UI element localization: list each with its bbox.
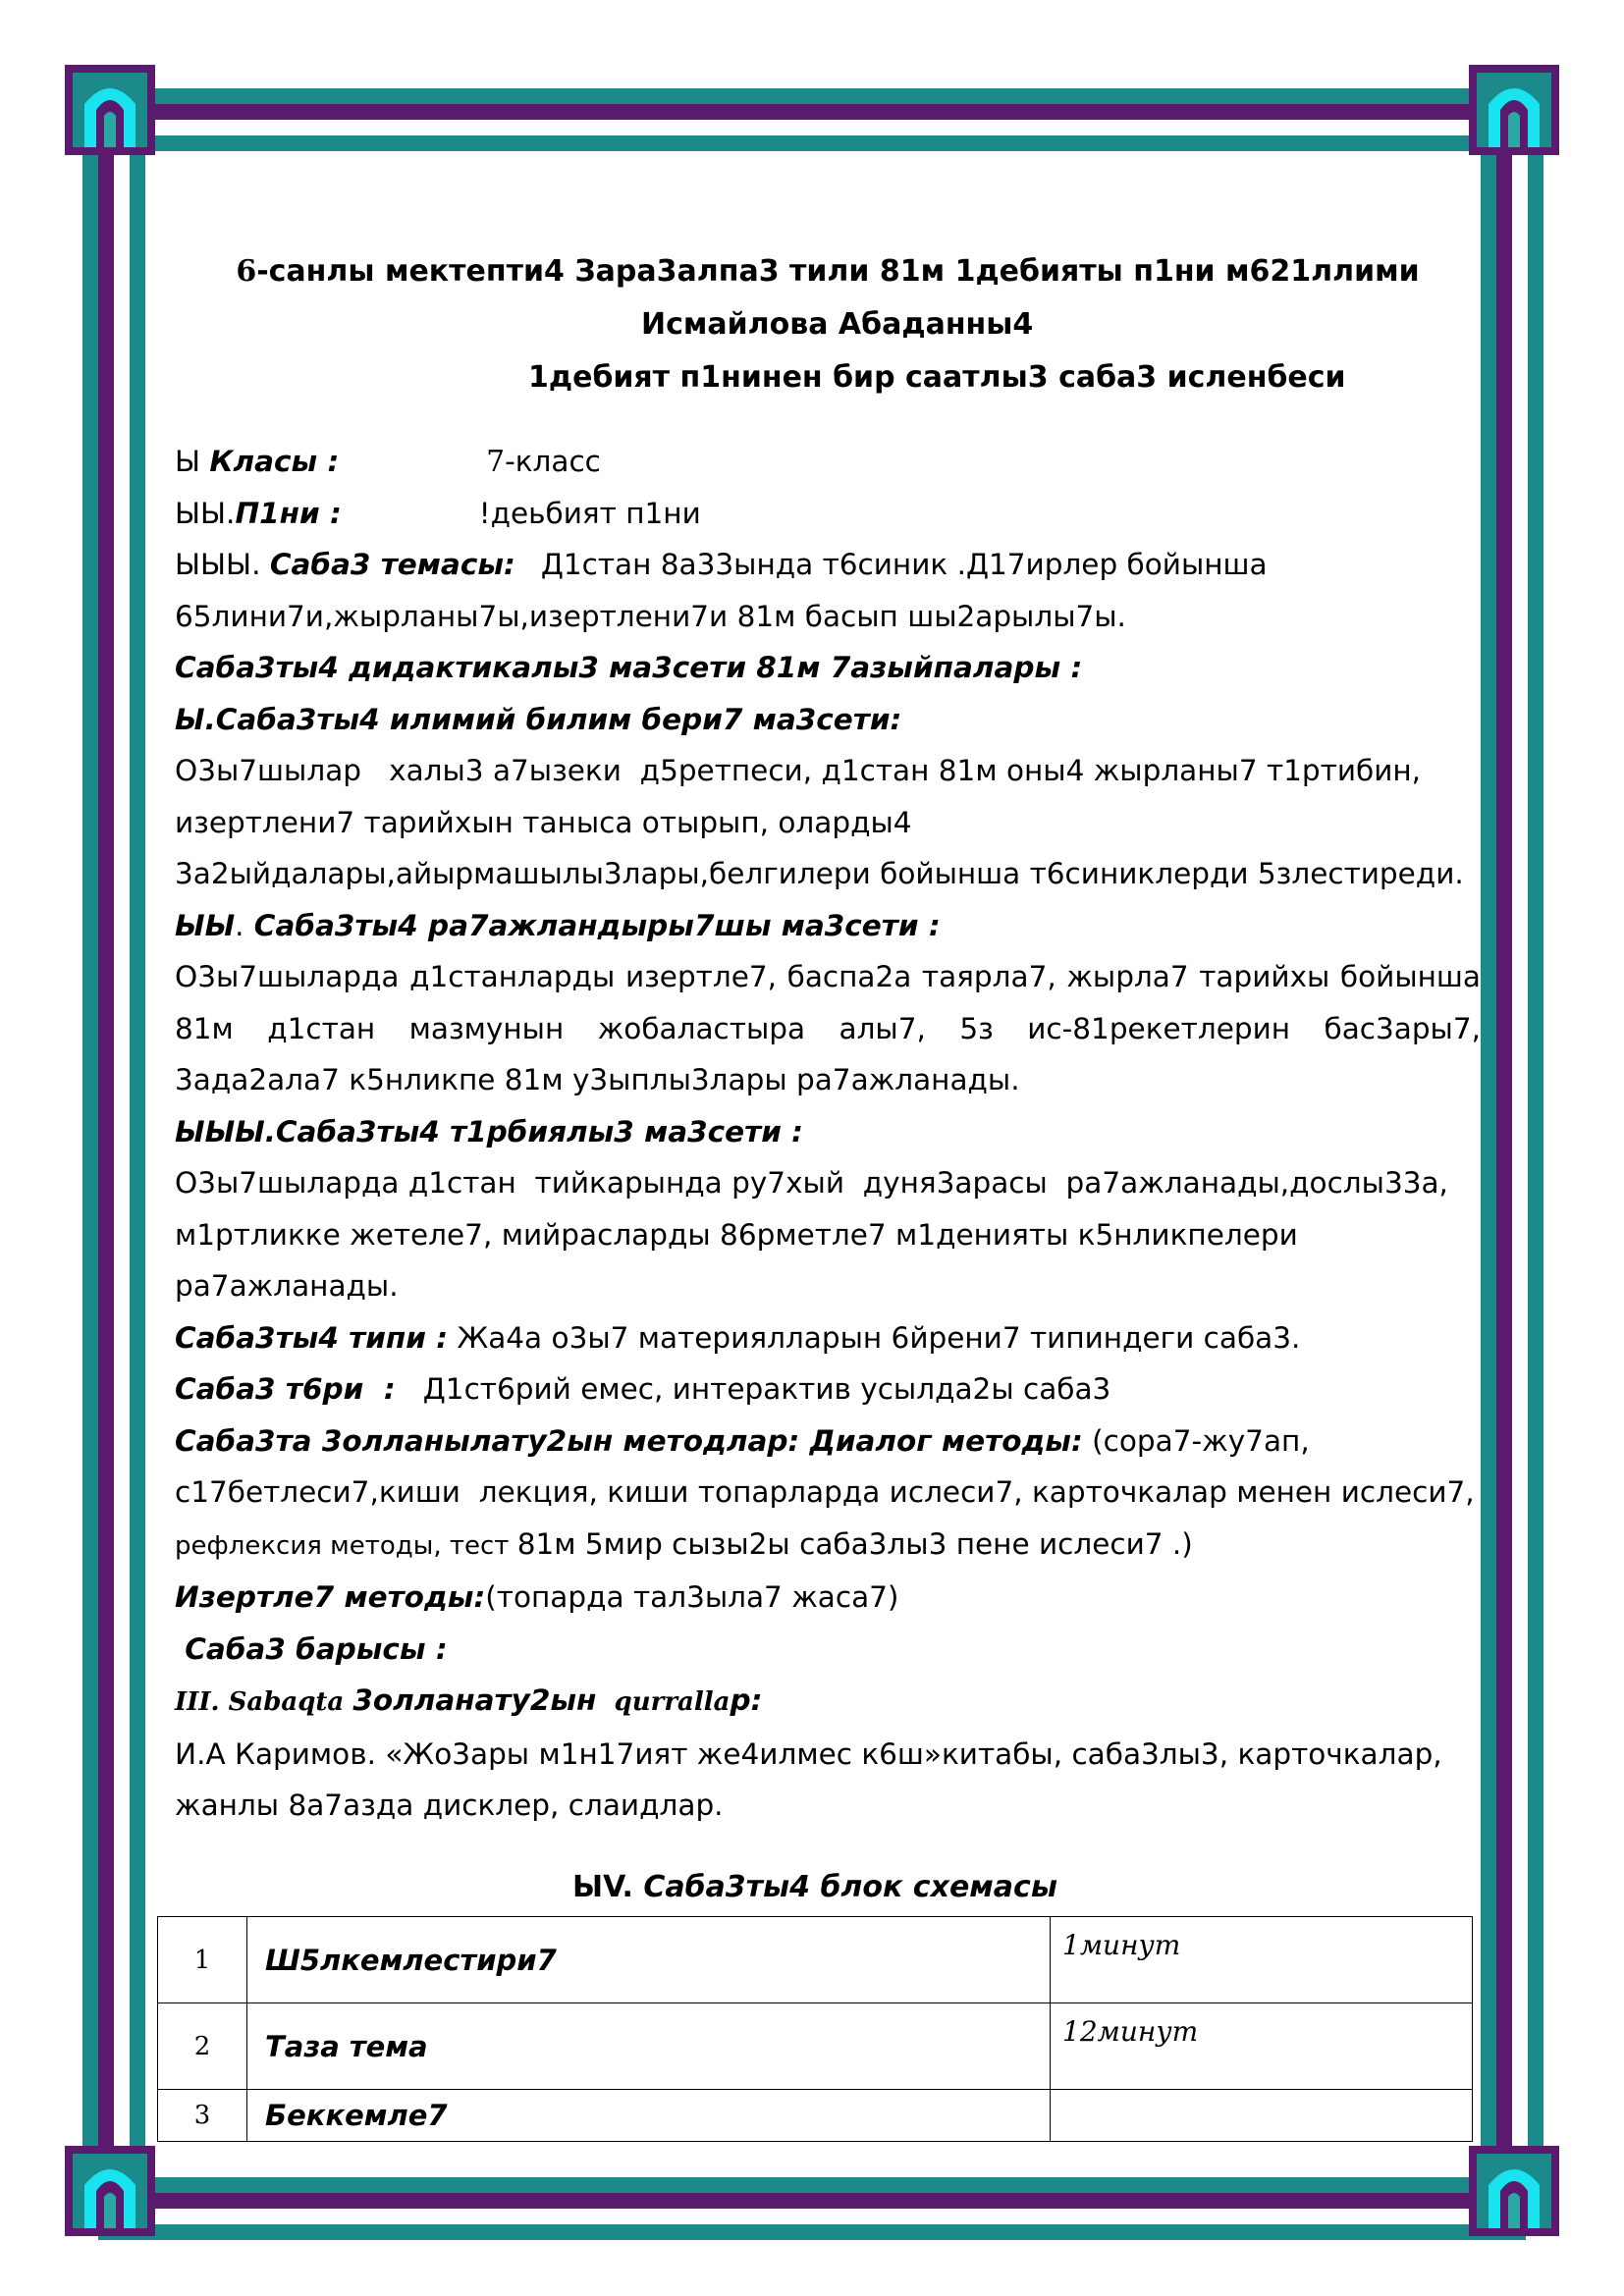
lesson-progress: Саба3 барысы : xyxy=(175,1631,448,1666)
border-bottom xyxy=(98,2177,1526,2240)
lesson-form: Саба3 т6ри : Д1ст6рий емес, интерактив усылда2ы саба3 xyxy=(175,1372,1111,1406)
header-line-1: 6-санлы мектепти4 Зара3алпа3 тили 81м 1дебияты п1ни м621ллими xyxy=(236,254,1420,289)
goal-1-label: Ы.Саба3ты4 илимий билим бери7 ма3сети: xyxy=(175,702,902,736)
table-row xyxy=(158,1917,1473,2003)
row-stage: Беккемле7 xyxy=(247,2090,1051,2142)
border-left xyxy=(82,98,145,2198)
lesson-tools-value: И.А Каримов. «Жо3ары м1н17ият же4илмес к6ш»китабы, саба3лы3, карточкалар, xyxy=(175,1736,1442,1771)
goal-3-text: м1ртликке жетеле7, мийрасларды 86рметле7 м1денияты к5нликпелери xyxy=(175,1217,1298,1252)
lesson-type: Саба3ты4 типи : Жа4а о3ы7 материялларын 6йрени7 типиндеги саба3. xyxy=(175,1320,1301,1355)
goal-3-text: ра7ажланады. xyxy=(175,1269,399,1303)
header-line-3: 1дебият п1нинен бир саатлы3 саба3 исленбеси xyxy=(528,360,1346,395)
row-number: 3 xyxy=(158,2090,247,2142)
goal-1-text: изертлени7 тарийхын таныса отырып, оларды4 xyxy=(175,805,912,839)
goal-1-text: 3а2ыйдалары,айырмашылы3лары,белгилери бойынша т6синиклерди 5злестиреди. xyxy=(175,857,1464,890)
corner-ornament-icon xyxy=(1469,65,1559,155)
corner-ornament-icon xyxy=(65,2146,155,2236)
document-page xyxy=(175,245,1481,1832)
table-row xyxy=(158,2003,1473,2090)
goals-title: Саба3ты4 дидактикалы3 ма3сети 81м 7азыйпалары : xyxy=(175,651,1083,684)
goal-2-label: ЫЫ. Саба3ты4 ра7ажландыры7шы ма3сети : xyxy=(175,908,941,942)
row-number: 2 xyxy=(158,2003,247,2090)
goal-2-text: О3ы7шыларда д1станларды изертле7, баспа2а таярла7, жырла7 тарийхы бойынша 81м д1стан мазмунын жобаластыра алы7, 5з ис-81рекетлерин бас3ары7, 3ада2ала7 к5нликпе 81м у3ыплы3лары ра7ажланады. xyxy=(175,960,1481,1096)
lesson-methods-cont: рефлексия методы, тест 81м 5мир сызы2ы саба3лы3 пене ислеси7 .) xyxy=(175,1526,1193,1561)
research-method: Изертле7 методы:(топарда тал3ыла7 жаса7) xyxy=(175,1580,899,1614)
corner-ornament-icon xyxy=(1469,2146,1559,2236)
goal-1-text: О3ы7шылар халы3 а7ызеки д5ретпеси, д1стан 81м оны4 жырланы7 т1ртибин, xyxy=(175,754,1422,787)
goal-3-text: О3ы7шыларда д1стан тийкарында ру7хый дуня3арасы ра7ажланады,дослы33а, xyxy=(175,1166,1448,1200)
row-stage: Ш5лкемлестири7 xyxy=(247,1917,1051,2003)
block-scheme-title: ЫV. Саба3ты4 блок схемасы xyxy=(572,1870,1057,1904)
row-duration: 1минут xyxy=(1051,1917,1473,2003)
table-row xyxy=(158,2090,1473,2142)
corner-ornament-icon xyxy=(65,65,155,155)
lesson-methods: Саба3та 3олланылату2ын методлар: Диалог методы: (сора7-жу7ап, xyxy=(175,1423,1310,1458)
row-duration: 12минут xyxy=(1051,2003,1473,2090)
row-stage: Таза тема xyxy=(247,2003,1051,2090)
row-duration xyxy=(1051,2090,1473,2142)
lesson-tools: III. Sabaqta 3олланату2ын qurrallaр: xyxy=(175,1683,763,1717)
row-number: 1 xyxy=(158,1917,247,2003)
topic-field-cont: 65лини7и,жырланы7ы,изертлени7и 81м басып шы2арылы7ы. xyxy=(175,599,1126,633)
topic-field: ЫЫЫ. Саба3 темасы: Д1стан 8а33ында т6синик .Д17ирлер бойынша xyxy=(175,548,1268,581)
class-field: Ы Класы : 7-класс xyxy=(175,445,601,478)
border-top xyxy=(98,88,1526,151)
block-scheme-table xyxy=(157,1916,1473,2142)
goal-3-label: ЫЫЫ.Саба3ты4 т1рбиялы3 ма3сети : xyxy=(175,1114,803,1148)
document-body xyxy=(175,436,1481,1832)
border-right xyxy=(1481,98,1543,2198)
header-line-2: Исмайлова Абаданны4 xyxy=(641,307,1034,342)
subject-field: ЫЫ.П1ни : !деьбият п1ни xyxy=(175,496,701,530)
lesson-methods-cont: с17бетлеси7,киши лекция, киши топарларда ислеси7, карточкалар менен ислеси7, xyxy=(175,1475,1475,1509)
lesson-tools-value: жанлы 8а7азда дисклер, слаидлар. xyxy=(175,1789,724,1822)
